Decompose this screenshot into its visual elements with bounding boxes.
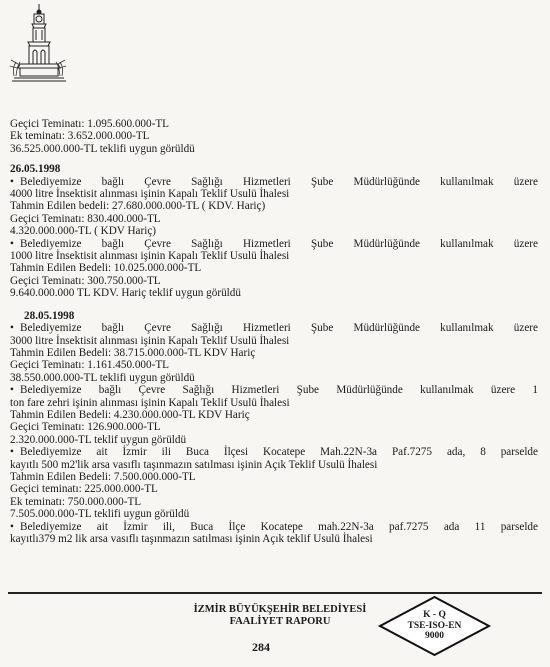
item-line: Tahmin Edilen bedeli: 27.680.000.000-TL ( KDV. Hariç) [10, 200, 266, 213]
item-line: 2.320.000.000-TL teklif uygun görüldü [10, 433, 187, 446]
intro-line: Geçici Teminatı: 1.095.600.000-TL [10, 118, 170, 130]
item-title: 1000 litre İnsektisit alınması işinin Kapalı Teklif Usulü İhalesi [10, 250, 290, 263]
footer-divider [8, 592, 542, 594]
item-line: Tahmin Edilen Bedeli: 10.025.000.000-TL [10, 262, 202, 275]
bullet-icon: • [10, 446, 14, 459]
item-line: Tahmin Edilen Bedeli: 38.715.000.000-TL KDV Hariç [10, 346, 256, 359]
item-line: 9.640.000.000 TL KDV. Hariç teklif uygun görüldü [10, 287, 241, 300]
item-line: Tahmin Edilen Bedeli: 4.230.000.000-TL KDV Hariç [10, 408, 250, 421]
bullet-icon: • [10, 322, 14, 335]
item-title: • Belediyemize ait İzmir ili, Buca İlçe Kocatepe mah.22N-3a paf.7275 ada 11 parselde [10, 520, 538, 533]
bullet-icon: • [10, 384, 14, 397]
item-line: 38.550.000.000-TL teklifi uygun görüldü [10, 371, 195, 384]
item-line: Geçici teminatı: 225.000.000-TL [10, 483, 158, 496]
intro-line: 36.525.000.000-TL teklifi uygun görüldü [10, 142, 195, 155]
badge-line: 9000 [425, 631, 444, 641]
item-line: Geçici Teminatı: 1.161.450.000-TL [10, 359, 170, 372]
izmir-clock-tower-logo [8, 2, 70, 84]
item-line: Tahmin Edilen Bedeli: 7.500.000.000-TL [10, 470, 196, 483]
item-title: • Belediyemize bağlı Çevre Sağlığı Hizmetleri Şube Müdürlüğünde kullanılmak üzere [10, 322, 538, 335]
bullet-icon: • [10, 237, 14, 250]
badge-line: K - Q [423, 610, 446, 620]
item-title: ton fare zehri işinin alınması işinin Kapalı Teklif Usulü İhalesi [10, 396, 290, 409]
item-line: Ek teminatı: 750.000.000-TL [10, 495, 142, 508]
item-title: 4000 litre İnsektisit alınması işinin Kapalı Teklif Usulü İhalesi [10, 188, 290, 201]
item-title: kayıtlı 500 m2'lik arsa vasıflı taşınmazın satılması işinin Açık Teklif Usulü İhalesi [10, 458, 378, 471]
item-title: • Belediyemize bağlı Çevre Sağlığı Hizmetleri Şube Müdürlüğünde kullanılmak üzere 1 [10, 384, 538, 397]
item-line: Geçici Teminatı: 300.750.000-TL [10, 274, 161, 287]
item-line: 7.505.000.000-TL teklifi uygun görüldü [10, 508, 190, 521]
footer-title-line: İZMİR BÜYÜKŞEHİR BELEDİYESİ [193, 604, 367, 615]
item-title: 3000 litre İnsektisit alınması işinin Kapalı Teklif Usulü İhalesi [10, 334, 290, 347]
bullet-icon: • [10, 175, 14, 188]
footer-title [150, 604, 410, 628]
section-date: 26.05.1998 [10, 163, 61, 176]
item-line: Geçici Teminatı: 126.900.000-TL [10, 421, 161, 434]
report-body [10, 118, 538, 545]
item-title: • Belediyemize bağlı Çevre Sağlığı Hizmetleri Şube Müdürlüğünde kullanılmak üzere [10, 175, 538, 188]
item-line: Geçici Teminatı: 830.400.000-TL [10, 212, 161, 225]
bullet-icon: • [10, 520, 14, 533]
item-line: 4.320.000.000-TL ( KDV Hariç) [10, 225, 157, 238]
footer-title-line: FAALİYET RAPORU [229, 616, 331, 627]
item-title: • Belediyemize ait İzmir ili Buca İlçesi Kocatepe Mah.22N-3a Paf.7275 ada, 8 parselde [10, 446, 538, 459]
intro-line: Ek teminatı: 3.652.000.000-TL [10, 130, 150, 143]
item-title: kayıtlı379 m2 lik arsa vasıflı taşınmazın satılması işinin Açık teklif Usulü İhalesi [10, 533, 373, 545]
badge-line: TSE-ISO-EN [407, 620, 462, 631]
item-title: • Belediyemize bağlı Çevre Sağlığı Hizmetleri Şube Müdürlüğünde kullanılmak üzere [10, 237, 538, 250]
badge-text [377, 610, 492, 642]
section-date: 28.05.1998 [24, 309, 75, 322]
page-number: 284 [252, 640, 270, 654]
